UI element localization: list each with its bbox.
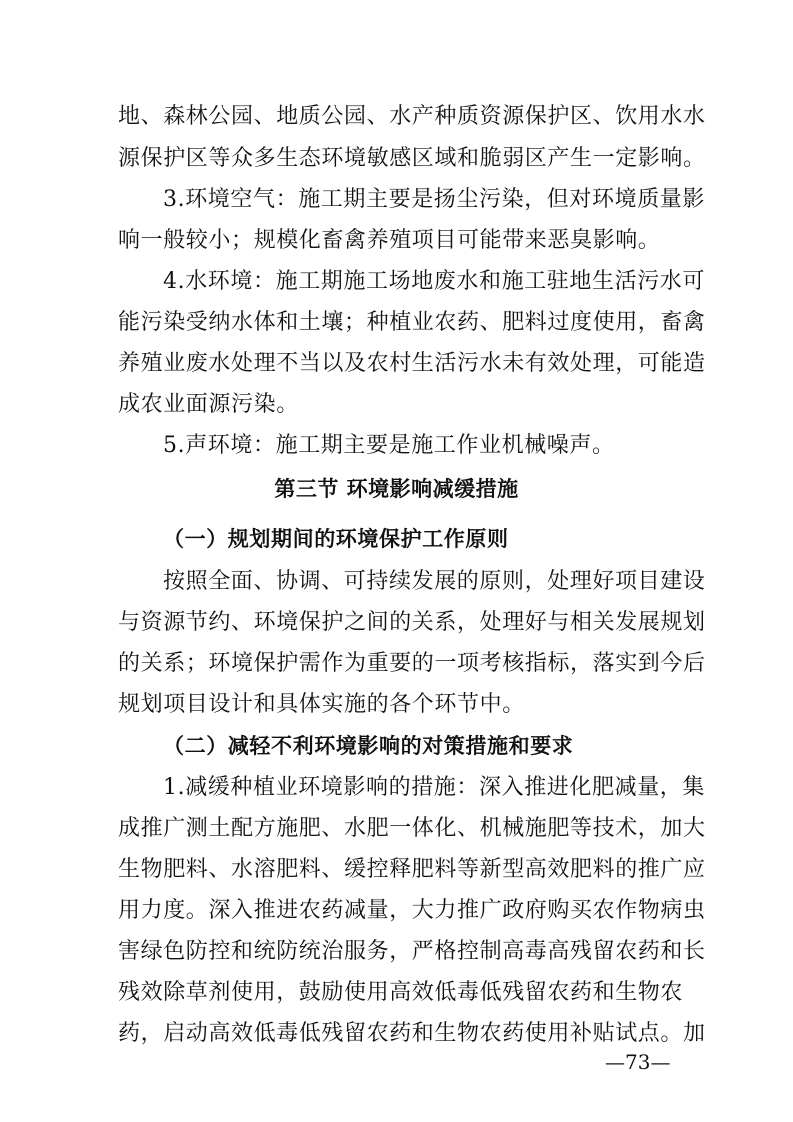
paragraph-line: 养殖业废水处理不当以及农村生活污水未有效处理，可能造 xyxy=(118,351,706,376)
paragraph-line: 用力度。深入推进农药减量，大力推广政府购买农作物病虫 xyxy=(118,898,706,923)
paragraph-line: 药，启动高效低毒低残留农药和生物农药使用补贴试点。加 xyxy=(118,1021,706,1046)
paragraph-line: 能污染受纳水体和土壤；种植业农药、肥料过度使用，畜禽 xyxy=(118,310,706,335)
paragraph-line: 1.减缓种植业环境影响的措施：深入推进化肥减量，集 xyxy=(163,775,705,800)
paragraph-line: 源保护区等众多生态环境敏感区域和脆弱区产生一定影响。 xyxy=(118,146,706,171)
paragraph-line: 成推广测土配方施肥、水肥一体化、机械施肥等技术，加大 xyxy=(118,816,706,841)
paragraph-line: 5.声环境：施工期主要是施工作业机械噪声。 xyxy=(163,433,615,458)
paragraph-line: 害绿色防控和统防统治服务，严格控制高毒高残留农药和长 xyxy=(118,939,706,964)
paragraph-line: 4.水环境：施工期施工场地废水和施工驻地生活污水可 xyxy=(163,269,705,294)
paragraph-line: 3.环境空气：施工期主要是扬尘污染，但对环境质量影 xyxy=(163,187,705,212)
paragraph-line: 残效除草剂使用，鼓励使用高效低毒低残留农药和生物农 xyxy=(118,980,684,1005)
section-title: 第三节 环境影响减缓措施 xyxy=(274,477,519,501)
paragraph-line: 成农业面源污染。 xyxy=(118,392,299,417)
paragraph-line: 与资源节约、环境保护之间的关系，处理好与相关发展规划 xyxy=(118,610,706,635)
paragraph-line: 生物肥料、水溶肥料、缓控释肥料等新型高效肥料的推广应 xyxy=(118,857,706,882)
paragraph-line: 的关系；环境保护需作为重要的一项考核指标，落实到今后 xyxy=(118,651,706,676)
paragraph-line: 规划项目设计和具体实施的各个环节中。 xyxy=(118,692,525,717)
paragraph-line: 响一般较小；规模化畜禽养殖项目可能带来恶臭影响。 xyxy=(118,228,661,253)
subsection-title-measures: （二）减轻不利环境影响的对策措施和要求 xyxy=(163,733,574,758)
subsection-title-principles: （一）规划期间的环境保护工作原则 xyxy=(163,526,509,551)
paragraph-line: 按照全面、协调、可持续发展的原则，处理好项目建设 xyxy=(163,569,706,594)
page-number: —73— xyxy=(605,1050,671,1074)
paragraph-line: 地、森林公园、地质公园、水产种质资源保护区、饮用水水 xyxy=(118,104,706,129)
